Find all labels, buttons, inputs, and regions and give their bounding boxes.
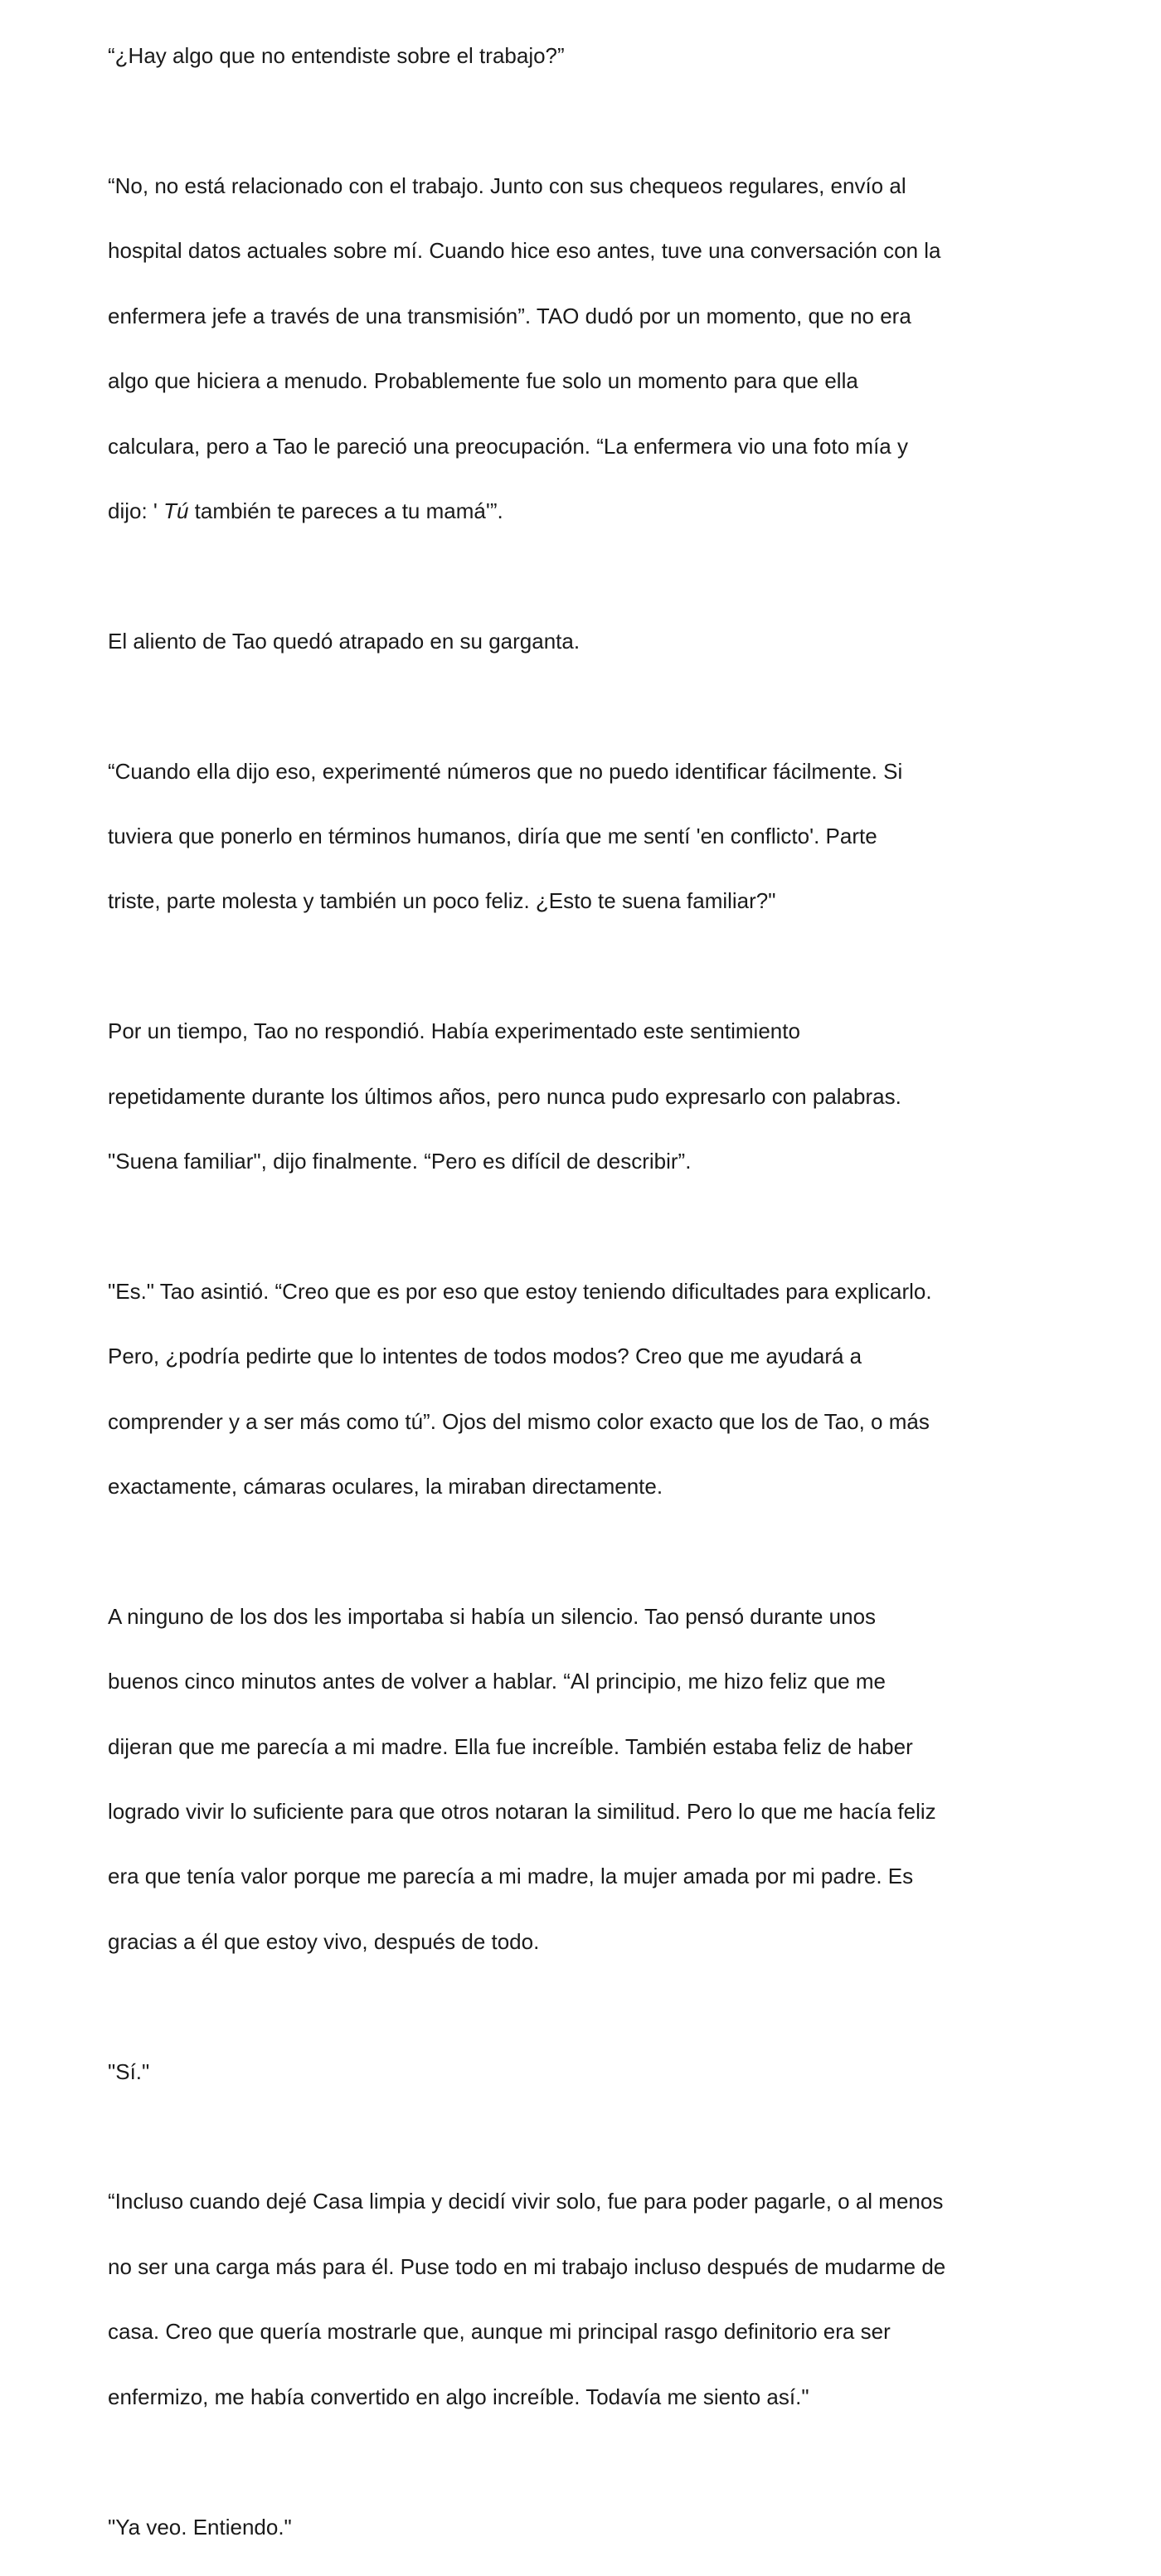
text-line: era que tenía valor porque me parecía a mi madre, la mujer amada por mi padre. Es xyxy=(108,1864,914,1889)
paragraph-8 xyxy=(108,2023,1053,2121)
text-line: Por un tiempo, Tao no respondió. Había experimentado este sentimiento xyxy=(108,1018,800,1044)
text-line: hospital datos actuales sobre mí. Cuando hice eso antes, tuve una conversación con la xyxy=(108,238,941,264)
text-line: Pero, ¿podría pedirte que lo intentes de todos modos? Creo que me ayudará a xyxy=(108,1344,862,1369)
text-line: El aliento de Tao quedó atrapado en su garganta. xyxy=(108,628,580,654)
italic-word: Tú xyxy=(163,498,189,524)
text-line: algo que hiciera a menudo. Probablemente fue solo un momento para que ella xyxy=(108,368,858,394)
text-line: calculara, pero a Tao le pareció una preocupación. “La enfermera vio una foto mía y xyxy=(108,433,908,459)
text-line: "Es." Tao asintió. “Creo que es por eso que estoy teniendo dificultades para explicarlo. xyxy=(108,1278,932,1304)
text-line-with-italic xyxy=(108,495,1053,527)
text-line: gracias a él que estoy vivo, después de todo. xyxy=(108,1928,540,1954)
text-line: enfermizo, me había convertido en algo increíble. Todavía me siento así." xyxy=(108,2384,809,2409)
text-line: buenos cinco minutos antes de volver a hablar. “Al principio, me hizo feliz que me xyxy=(108,1669,886,1694)
paragraph-3 xyxy=(108,593,1053,691)
text-line: tuviera que ponerlo en términos humanos, diría que me sentí 'en conflicto'. Parte xyxy=(108,824,877,849)
paragraph-10 xyxy=(108,2478,1053,2576)
paragraph-6 xyxy=(108,1243,1053,1536)
text-line: repetidamente durante los últimos años, pero nunca pudo expresarlo con palabras. xyxy=(108,1083,901,1109)
paragraph-9 xyxy=(108,2153,1053,2446)
paragraph-1 xyxy=(108,7,1053,105)
document-page xyxy=(108,7,1053,2576)
text-line: no ser una carga más para él. Puse todo en mi trabajo incluso después de mudarme de xyxy=(108,2253,946,2279)
paragraph-4 xyxy=(108,722,1053,950)
text-line: "Suena familiar", dijo finalmente. “Pero es difícil de describir”. xyxy=(108,1149,692,1174)
paragraph-5 xyxy=(108,983,1053,1210)
text-line: exactamente, cámaras oculares, la miraban directamente. xyxy=(108,1474,663,1499)
text-line: “Incluso cuando dejé Casa limpia y decidí vivir solo, fue para poder pagarle, o al menos xyxy=(108,2189,944,2214)
text-line: logrado vivir lo suficiente para que otros notaran la similitud. Pero lo que me hacía feliz xyxy=(108,1799,936,1825)
text-line: “¿Hay algo que no entendiste sobre el trabajo?” xyxy=(108,43,565,69)
text-line: A ninguno de los dos les importaba si había un silencio. Tao pensó durante unos xyxy=(108,1603,877,1629)
text-line: “No, no está relacionado con el trabajo. Junto con sus chequeos regulares, envío al xyxy=(108,173,906,198)
paragraph-7 xyxy=(108,1568,1053,1991)
text-segment: también te pareces a tu mamá'”. xyxy=(188,498,503,524)
text-line: enfermera jefe a través de una transmisión”. TAO dudó por un momento, que no era xyxy=(108,303,911,328)
text-segment: dijo: ' xyxy=(108,498,164,524)
text-line: comprender y a ser más como tú”. Ojos del mismo color exacto que los de Tao, o más xyxy=(108,1408,930,1434)
text-line: "Sí." xyxy=(108,2058,150,2084)
text-line: casa. Creo que quería mostrarle que, aunque mi principal rasgo definitorio era ser xyxy=(108,2319,891,2345)
text-line: “Cuando ella dijo eso, experimenté números que no puedo identificar fácilmente. Si xyxy=(108,758,903,784)
text-line: "Ya veo. Entiendo." xyxy=(108,2514,292,2540)
text-line: dijeran que me parecía a mi madre. Ella fue increíble. También estaba feliz de haber xyxy=(108,1733,913,1759)
text-line: triste, parte molesta y también un poco feliz. ¿Esto te suena familiar?" xyxy=(108,888,776,914)
paragraph-2 xyxy=(108,138,1053,561)
